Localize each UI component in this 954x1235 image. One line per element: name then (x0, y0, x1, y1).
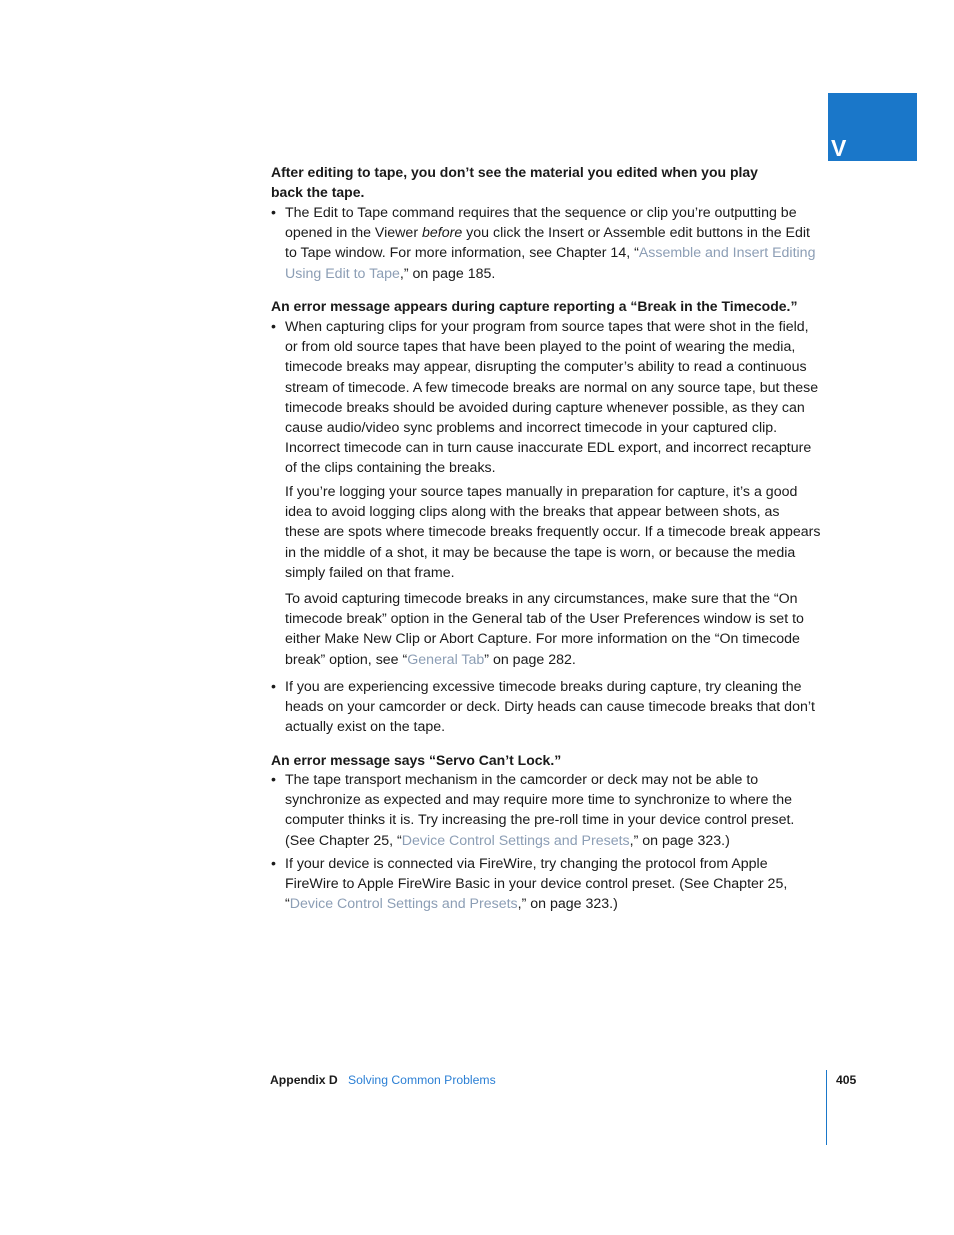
link-device-control-settings[interactable]: Device Control Settings and Presets (289, 896, 518, 913)
heading-line: An error message appears during capture reporting a “Break in the Timecode.” (271, 298, 798, 314)
text-segment: opened in the Viewer (285, 225, 422, 242)
text-line (285, 264, 815, 284)
bullet-item (271, 677, 815, 738)
bullet-marker: • (271, 772, 276, 788)
bullet-marker: • (271, 679, 276, 695)
link-assemble-insert-editing[interactable]: Assemble and Insert Editing (638, 245, 816, 262)
text-segment: ” on page 282. (484, 651, 576, 668)
text-line: synchronize as expected and may require more time to synchronize to where the (285, 792, 793, 809)
text-segment: break” option, see “ (285, 651, 408, 668)
text-line: Incorrect timecode can in turn cause inaccurate EDL export, and incorrect recapture (285, 440, 812, 457)
text-line: cause audio/video sync problems and incorrect timecode in your captured clip. (285, 419, 778, 436)
text-line: If you are experiencing excessive timecode breaks during capture, try cleaning the (285, 679, 802, 695)
footer-chapter-link[interactable]: Solving Common Problems (348, 1073, 496, 1087)
text-line: either Make New Clip or Abort Capture. For more information on the “On timecode (285, 631, 800, 648)
link-device-control-settings[interactable]: Device Control Settings and Presets (401, 832, 630, 849)
paragraph (285, 482, 820, 583)
text-line: stream of timecode. A few timecode breaks are normal on any source tape, but these (285, 379, 819, 396)
bullet-marker: • (271, 319, 276, 335)
text-line: If your device is connected via FireWire, try changing the protocol from Apple (285, 856, 768, 872)
text-line: idea to avoid logging clips along with the breaks that appear between shots, as (285, 504, 780, 521)
text-line (285, 831, 794, 851)
appendix-tab (828, 93, 917, 161)
text-line (285, 894, 787, 914)
heading-line: After editing to tape, you don’t see the material you edited when you play (271, 164, 758, 180)
text-line: If you’re logging your source tapes manually in preparation for capture, it’s a good (285, 484, 798, 500)
footer-divider (826, 1070, 827, 1145)
text-line: FireWire to Apple FireWire Basic in your device control preset. (See Chapter 25, (285, 876, 788, 893)
bullet-marker: • (271, 856, 276, 872)
text-line: these are spots where timecode breaks frequently occur. If a timecode break appears (285, 524, 821, 541)
bullet-item (271, 770, 795, 851)
text-line: simply failed on that frame. (285, 564, 455, 581)
text-line (285, 243, 815, 263)
text-line: timecode breaks should be avoided during capture whenever possible, as they can (285, 399, 805, 416)
text-segment: (See Chapter 25, “ (285, 832, 402, 849)
text-segment: ,” on page 185. (399, 265, 496, 282)
text-line: The Edit to Tape command requires that the sequence or clip you’re outputting be (285, 205, 797, 221)
section-heading (271, 750, 561, 770)
link-assemble-insert-editing-continued[interactable]: Using Edit to Tape (285, 265, 400, 282)
text-line: timecode break” option in the General tab of the User Preferences window is set to (285, 611, 804, 628)
text-segment: ,” on page 323.) (629, 832, 730, 849)
text-line: of the clips containing the breaks. (285, 460, 496, 477)
paragraph (285, 589, 804, 670)
footer-appendix-label: Appendix D (270, 1073, 338, 1087)
text-line: timecode breaks may appear, disrupting the computer’s ability to read a continuous (285, 359, 807, 376)
bullet-item (271, 203, 816, 284)
text-line: or from old source tapes that have been played to the point of wearing the media, (285, 339, 796, 356)
text-segment: to Tape window. For more information, see Chapter 14, “ (285, 245, 639, 262)
text-line: heads on your camcorder or deck. Dirty heads can cause timecode breaks that don’t (285, 699, 815, 716)
text-line: The tape transport mechanism in the camcorder or deck may not be able to (285, 772, 759, 788)
text-segment: “ (285, 896, 290, 913)
text-segment: you click the Insert or Assemble edit buttons in the Edit (462, 225, 810, 242)
text-line: To avoid capturing timecode breaks in any circumstances, make sure that the “On (285, 591, 798, 607)
heading-line: back the tape. (271, 184, 365, 201)
heading-line: An error message says “Servo Can’t Lock.” (271, 752, 562, 768)
text-line: in the middle of a shot, it may be because the tape is worn, or because the media (285, 544, 796, 561)
text-segment: ,” on page 323.) (517, 896, 618, 913)
emphasis-text: before (421, 225, 463, 242)
text-line: actually exist on the tape. (285, 719, 446, 736)
text-line: computer thinks it is. Try increasing the pre-roll time in your device control preset. (285, 812, 795, 829)
page-number: 405 (836, 1073, 857, 1087)
text-line (285, 223, 815, 243)
section-heading (271, 162, 758, 202)
bullet-marker: • (271, 205, 276, 221)
bullet-item (271, 317, 819, 479)
text-line: When capturing clips for your program from source tapes that were shot in the field, (285, 319, 809, 335)
bullet-item (271, 854, 788, 915)
link-general-tab[interactable]: General Tab (407, 651, 485, 668)
text-line (285, 650, 804, 670)
section-heading (271, 296, 797, 316)
appendix-letter: V (831, 135, 847, 161)
